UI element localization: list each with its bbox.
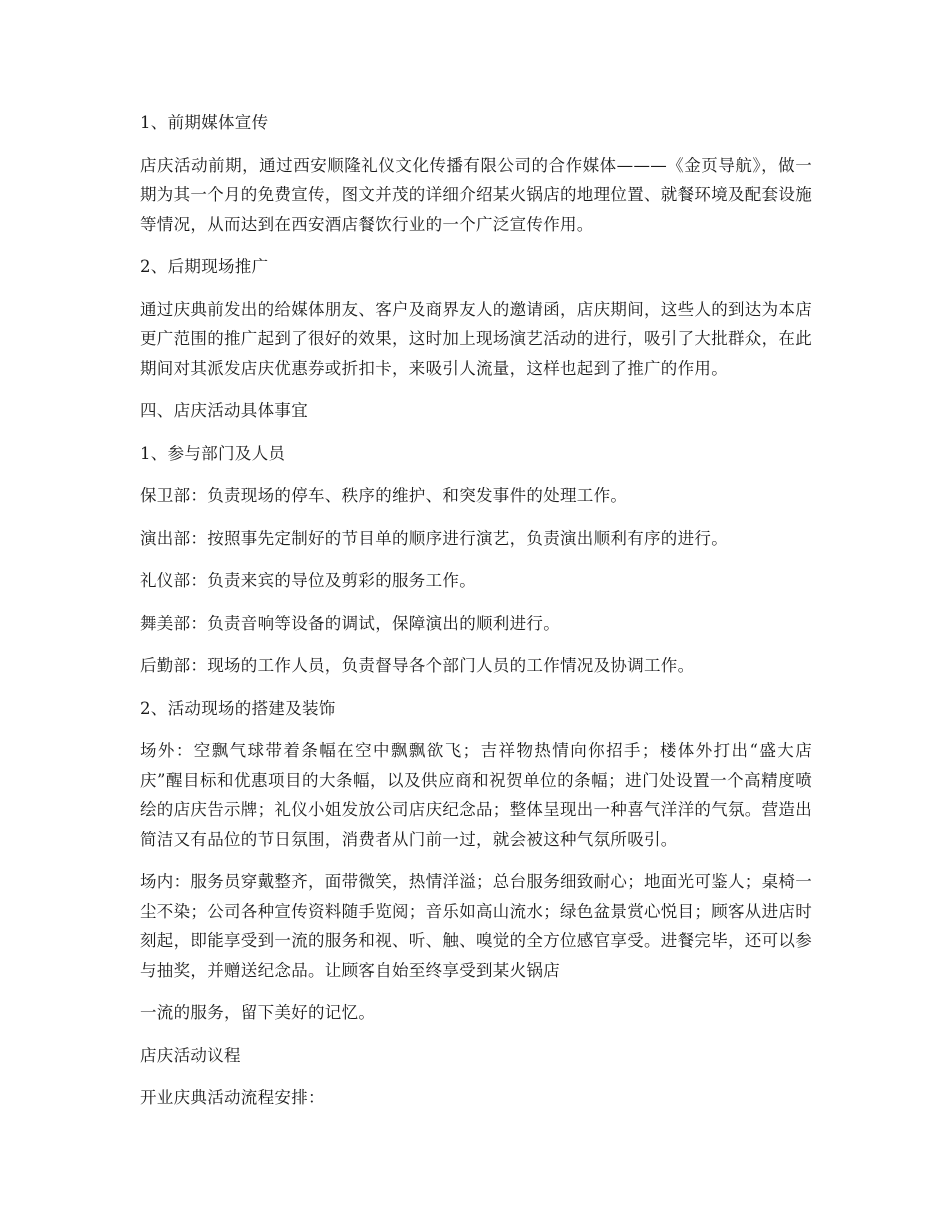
paragraph-indoor-setup: 场内：服务员穿戴整齐，面带微笑，热情洋溢；总台服务细致耐心；地面光可鉴人；桌椅一尘不染；公司各种宣传资料随手览阅；音乐如高山流水；绿色盆景赏心悦目；顾客从进店时刻起，即能享受到一流的服务和视、听、触、嗅觉的全方位感官享受。进餐完毕，还可以参与抽奖，并赠送纪念品。让顾客自始至终享受到某火锅店 <box>140 872 812 980</box>
paragraph-logistics-dept: 后勤部：现场的工作人员，负责督导各个部门人员的工作情况及协调工作。 <box>140 656 695 675</box>
paragraph-media-promotion: 店庆活动前期，通过西安顺隆礼仪文化传播有限公司的合作媒体———《金页导航》，做一期为其一个月的免费宣传，图文并茂的详细介绍某火锅店的地理位置、就餐环境及配套设施等情况，从而达到在西安酒店餐饮行业的一个广泛宣传作用。 <box>140 155 812 234</box>
section-heading-onsite-promotion: 2、后期现场推广 <box>140 257 269 276</box>
section-heading-media-promotion: 1、前期媒体宣传 <box>140 113 269 132</box>
heading-event-agenda: 店庆活动议程 <box>140 1045 241 1065</box>
paragraph-indoor-setup-continued: 一流的服务，留下美好的记忆。 <box>140 1003 376 1022</box>
paragraph-security-dept: 保卫部：负责现场的停车、秩序的维护、和突发事件的处理工作。 <box>140 486 628 505</box>
paragraph-stage-art-dept: 舞美部：负责音响等设备的调试，保障演出的顺利进行。 <box>140 613 560 633</box>
paragraph-outdoor-setup: 场外：空飘气球带着条幅在空中飘飘欲飞；吉祥物热情向你招手；楼体外打出“盛大店庆”醒目标和优惠项目的大条幅，以及供应商和祝贺单位的条幅；进门处设置一个高精度喷绘的店庆告示牌；礼仪小姐发放公司店庆纪念品；整体呈现出一种喜气洋洋的气氛。营造出简洁又有品位的节日氛围，消费者从门前一过，就会被这种气氛所吸引。 <box>140 741 812 849</box>
section-heading-event-details: 四、店庆活动具体事宜 <box>140 401 308 420</box>
document-page <box>140 108 812 1126</box>
paragraph-onsite-promotion: 通过庆典前发出的给媒体朋友、客户及商界友人的邀请函，店庆期间，这些人的到达为本店更广范围的推广起到了很好的效果，这时加上现场演艺活动的进行，吸引了大批群众，在此期间对其派发店庆优惠券或折扣卡，来吸引人流量，这样也起到了推广的作用。 <box>140 299 812 378</box>
paragraph-performance-dept: 演出部：按照事先定制好的节目单的顺序进行演艺，负责演出顺利有序的进行。 <box>140 528 728 548</box>
heading-opening-ceremony-schedule: 开业庆典活动流程安排： <box>140 1088 325 1107</box>
subsection-heading-venue-setup: 2、活动现场的搭建及装饰 <box>140 698 336 718</box>
paragraph-etiquette-dept: 礼仪部：负责来宾的导位及剪彩的服务工作。 <box>140 571 476 590</box>
subsection-heading-departments: 1、参与部门及人员 <box>140 443 286 463</box>
